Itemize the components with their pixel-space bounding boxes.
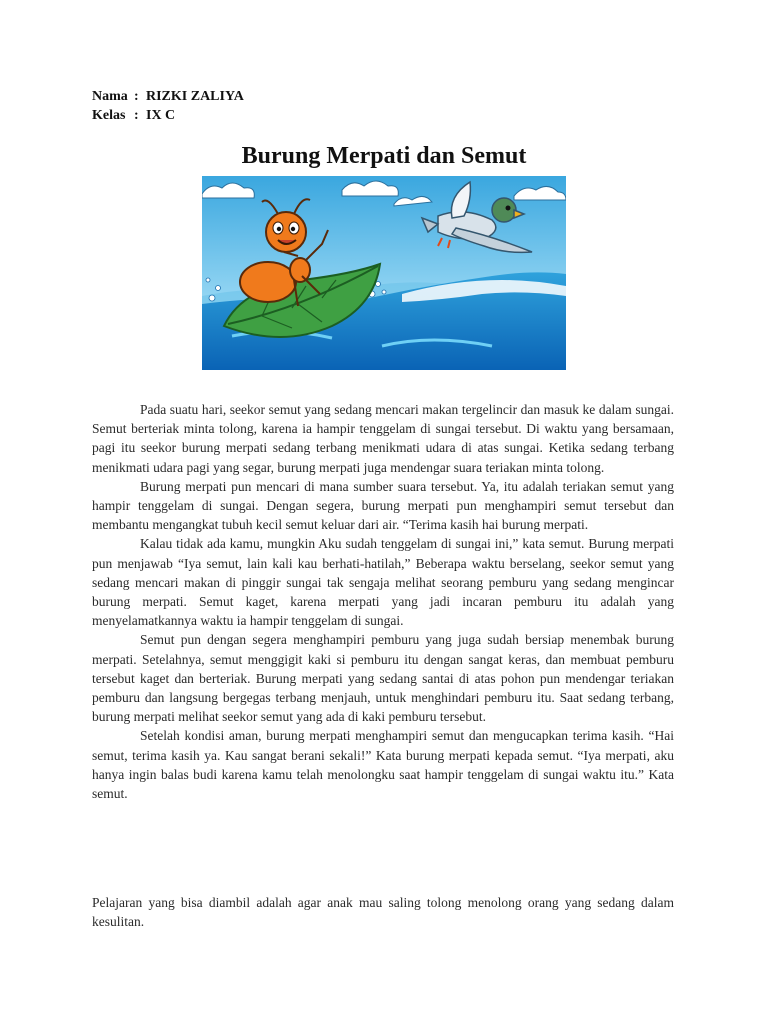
ant-on-leaf-and-pigeon-illustration	[202, 176, 566, 370]
class-separator: :	[134, 108, 139, 123]
story-body	[92, 400, 674, 803]
student-info	[92, 87, 244, 125]
name-label: Nama	[92, 89, 128, 104]
story-title: Burung Merpati dan Semut	[241, 143, 527, 169]
name-row	[92, 87, 244, 106]
name-value: RIZKI ZALIYA	[146, 89, 244, 104]
story-paragraph-1: Pada suatu hari, seekor semut yang sedang mencari makan tergelincir dan masuk ke dalam sungai. Semut berteriak minta tolong, karena ia hampir tenggelam di sungai tersebut. Di waktu yang bersamaan, pagi itu seekor burung merpati sedang terbang menikmati udara di atas sungai. Ketika sedang terbang menikmati udara pagi yang segar, burung merpati juga mendengar suara teriakan minta tolong.	[92, 402, 674, 475]
story-paragraph-4: Semut pun dengan segera menghampiri pemburu yang juga sudah bersiap menembak burung merpati. Setelahnya, semut menggigit kaki si pemburu itu dengan sangat keras, dan membuat pemburu tersebut kaget dan berteriak. Burung merpati yang sedang santai di atas pohon pun mendengar teriakan pemburu dan langsung bergegas terbang menjauh, untuk menghindari pemburu itu. Saat sedang terbang, burung merpati melihat seekor semut yang ada di kaki pemburu tersebut.	[92, 632, 674, 725]
class-row	[92, 106, 244, 125]
name-separator: :	[134, 89, 139, 104]
story-paragraph-5: Setelah kondisi aman, burung merpati menghampiri semut dan mengucapkan terima kasih. “Hai semut, terima kasih ya. Kau sangat berani sekali!” Kata burung merpati kepada semut. “Iya merpati, aku hanya ingin balas budi karena kamu telah menolongku saat hampir tenggelam di sungai waktu itu.” Kata semut.	[92, 728, 674, 802]
class-label: Kelas	[92, 108, 126, 123]
class-value: IX C	[146, 108, 176, 123]
story-paragraph-3: Kalau tidak ada kamu, mungkin Aku sudah tenggelam di sungai ini,” kata semut. Burung merpati pun menjawab “Iya semut, lain kali kau berhati-hatilah,” Beberapa waktu berselang, seekor semut yang sedang mencari makan di pinggir sungai tak sengaja melihat seorang pemburu yang sedang mengincar burung merpati. Semut kaget, karena merpati yang jadi incaran pemburu itu adalah yang menyelamatkannya waktu ia hampir tenggelam di sungai.	[92, 536, 674, 629]
story-paragraph-2: Burung merpati pun mencari di mana sumber suara tersebut. Ya, itu adalah teriakan semut yang hampir tenggelam di sungai. Dengan segera, burung merpati pun menghampiri semut tersebut dan membantu mengangkat tubuh kecil semut keluar dari air. “Terima kasih hai burung merpati.	[92, 478, 674, 533]
story-moral: Pelajaran yang bisa diambil adalah agar anak mau saling tolong menolong orang yang sedang dalam kesulitan.	[92, 895, 674, 930]
